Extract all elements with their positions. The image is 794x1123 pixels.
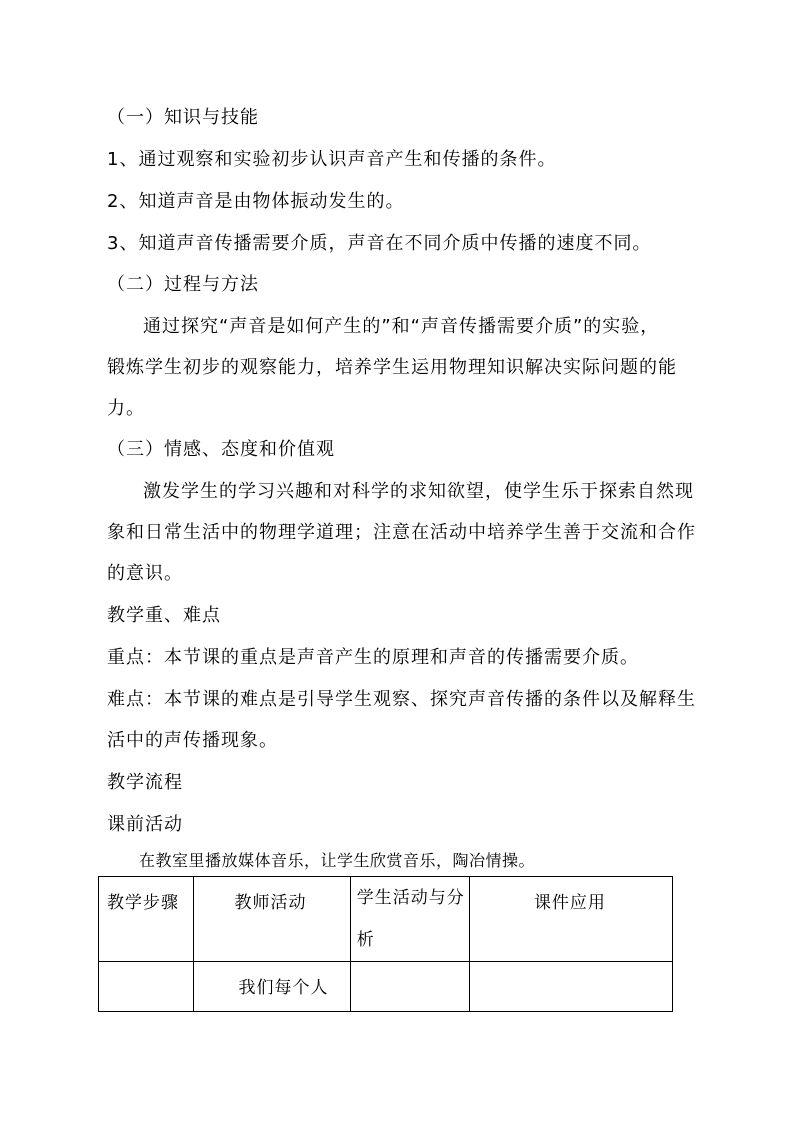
- header-cell-steps: [99, 877, 194, 962]
- process-heading: （二）过程与方法: [107, 274, 259, 295]
- header-label: 学生活动与分析: [356, 888, 465, 950]
- emotion-line: 的意识。: [107, 563, 183, 584]
- difficulty-line: 活中的声传播现象。: [107, 730, 278, 751]
- emotion-line: 激发学生的学习兴趣和对科学的求知欲望，使学生乐于探索自然现: [143, 481, 694, 502]
- key-points-heading: 教学重、难点: [107, 605, 221, 626]
- difficulty-line: 难点：本节课的难点是引导学生观察、探究声音传播的条件以及解释生: [107, 689, 696, 710]
- knowledge-item: 2、知道声音是由物体振动发生的。: [107, 191, 405, 212]
- table-cell: [469, 962, 672, 1012]
- table-header-row: [99, 877, 673, 962]
- table-cell: [194, 962, 350, 1012]
- header-cell-student: [350, 877, 469, 962]
- emotion-line: 象和日常生活中的物理学道理；注意在活动中培养学生善于交流和合作: [107, 522, 696, 543]
- flow-heading: 教学流程: [107, 772, 183, 793]
- process-line: 通过探究“声音是如何产生的”和“声音传播需要介质”的实验，: [143, 316, 660, 337]
- header-label: 教学步骤: [107, 893, 179, 913]
- pre-class-text: 在教室里播放媒体音乐，让学生欣赏音乐，陶冶情操。: [139, 851, 536, 870]
- teaching-steps-table: [98, 876, 673, 1012]
- cell-text: 我们每个人: [238, 978, 329, 998]
- header-cell-courseware: [469, 877, 672, 962]
- table-cell: [99, 962, 194, 1012]
- knowledge-item: 3、知道声音传播需要介质，声音在不同介质中传播的速度不同。: [107, 233, 652, 254]
- header-label: 课件应用: [533, 893, 606, 913]
- table-cell: [350, 962, 469, 1012]
- knowledge-heading: （一）知识与技能: [107, 107, 259, 128]
- knowledge-item: 1、通过观察和实验初步认识声音产生和传播的条件。: [107, 149, 557, 170]
- process-line: 力。: [107, 398, 145, 419]
- table-row: [99, 962, 673, 1012]
- emotion-heading: （三）情感、态度和价值观: [107, 439, 335, 460]
- header-label: 教师活动: [234, 893, 307, 913]
- cell-text: [470, 962, 672, 973]
- process-line: 锻炼学生初步的观察能力，培养学生运用物理知识解决实际问题的能: [107, 357, 677, 378]
- cell-text: [99, 962, 193, 973]
- pre-class-heading: 课前活动: [107, 814, 183, 835]
- header-cell-teacher: [194, 877, 350, 962]
- focus-text: 重点：本节课的重点是声音产生的原理和声音的传播需要介质。: [107, 647, 639, 668]
